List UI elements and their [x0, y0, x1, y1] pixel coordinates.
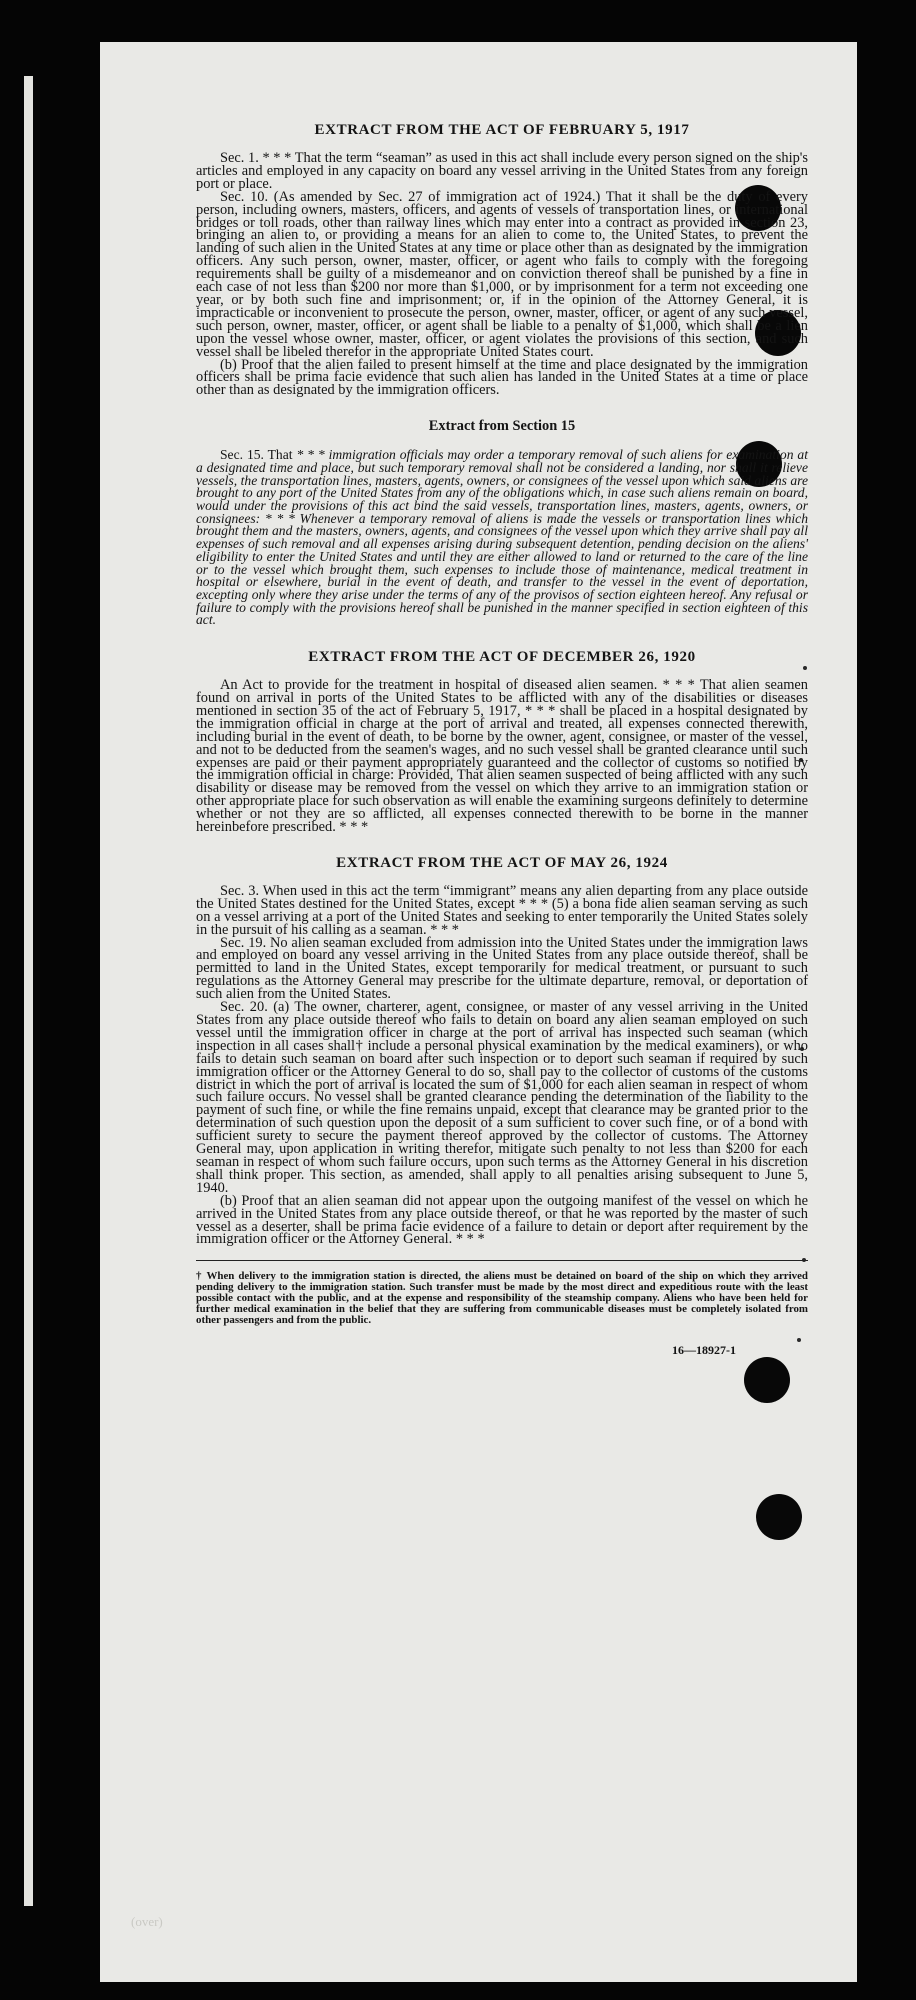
paragraph-1917-proof: (b) Proof that the alien failed to present himself at the time and place designated by the immigration officers shall be prima facie evidence that such alien has landed in the United States at a time or place other than as designated by the immigration officers. — [196, 356, 808, 399]
heading-section-15: Extract from Section 15 — [428, 418, 576, 435]
paragraph-1924-sec-20b: (b) Proof that an alien seaman did not appear upon the outgoing manifest of the vessel on which he arrived in the United States from any place outside thereof, or that he was reported by the master of such vessel as a deserter, shall be prima facie evidence of a failure to detain or deport after requirement by the immigration officer or the Attorney General. * * * — [196, 1192, 808, 1248]
paragraph-1917-sec-10: Sec. 10. (As amended by Sec. 27 of immigration act of 1924.) That it shall be the duty of every person, including owners, masters, officers, and agents of vessels of transportation lines, or international bridges or toll roads, other than railway lines which may enter into a contract as provided in section 23, bringing an alien to, or providing a means for an alien to come to, the United States, to prevent the landing of such alien in the United States at any time or place other than as designated by the immigration officers. Any such person, owner, master, officer, or agent who fails to comply with the foregoing requirements shall be guilty of a misdemeanor and on conviction thereof shall be punished by a fine in each case of not less than $200 nor more than $1,000, or by imprisonment for a term not exceeding one year, or by both such fine and imprisonment; or, if in the opinion of the Attorney General, it is impracticable or inconvenient to prosecute the person, owner, master, officer, or agent of any such vessel, such person, owner, master, officer, or agent shall be liable to a penalty of $1,000, which shall be a lien upon the vessel whose owner, master, officer, or agent violates the provisions of this section, and such vessel shall be libeled therefor in the appropriate United States court. — [196, 188, 808, 360]
paragraph-section-15 — [196, 449, 808, 627]
paragraph-1924-sec-3: Sec. 3. When used in this act the term “immigrant” means any alien departing from any place outside the United States destined for the United States, except * * * (5) a bona fide alien seaman serving as such on a vessel arriving at a port of the United States and seeking to enter temporarily the United States solely in the pursuit of his calling as a seaman. * * * — [196, 882, 808, 938]
paragraph-1924-sec-20a: Sec. 20. (a) The owner, charterer, agent, consignee, or master of any vessel arriving in the United States from any place outside thereof who fails to detain on board any alien seaman employed on such vessel until the immigration officer in charge at the port of arrival has inspected such seaman (which inspection in all cases shall† include a personal physical examination by the medical examiners), or who fails to detain such seaman on board after such inspection or to deport such seaman if required by such immigration officer or the Attorney General to do so, shall pay to the collector of customs of the customs district in which the port of arrival is located the sum of $1,000 for each alien seaman in respect of whom such failure occurs. No vessel shall be granted clearance pending the determination of the liability to the payment of such fine, or while the fine remains unpaid, except that clearance may be granted prior to the determination of such question upon the deposit of a sum sufficient to cover such fine, or of a bond with sufficient surety to secure the payment thereof approved by the collector of customs. The Attorney General may, upon application in writing therefor, mitigate such penalty to not less than $200 for each seaman in respect of whom such failure occurs, upon such terms as the Attorney General in his discretion shall think proper. This section, as amended, shall apply to all penalties arising subsequent to June 5, 1940. — [196, 999, 808, 1196]
heading-act-1924: EXTRACT FROM THE ACT OF MAY 26, 1924 — [336, 854, 668, 871]
document-page — [100, 42, 857, 1982]
over-mark: (over) — [131, 1914, 163, 1929]
punch-hole — [744, 1357, 790, 1403]
form-number: 16—18927-1 — [672, 1343, 736, 1358]
heading-act-1920: EXTRACT FROM THE ACT OF DECEMBER 26, 1920 — [308, 649, 696, 666]
heading-act-1917: EXTRACT FROM THE ACT OF FEBRUARY 5, 1917 — [314, 122, 690, 138]
document-text — [196, 122, 808, 1357]
paragraph-1917-sec-1: Sec. 1. * * * That the term “seaman” as used in this act shall include every person signed on the ship's articles and employed in any capacity on board any vessel arriving in the United States from any foreign port or place. — [196, 150, 808, 192]
paragraph-1924-sec-19: Sec. 19. No alien seaman excluded from admission into the United States under the immigration laws and employed on board any vessel arriving in the United States from any place outside thereof, shall be permitted to land in the United States, except temporarily for medical treatment, or pursuant to such regulations as the Attorney General may prescribe for the ultimate departure, removal, or deportation of such alien from the United States. — [196, 934, 808, 1003]
footnote: † When delivery to the immigration station is directed, the aliens must be detained on board of the ship on which they arrived pending delivery to the immigration station. Such transfer must be made by the most direct and expeditious route with the least possible contact with the public, and at the expense and responsibility of the steamship company. Aliens who have been held for further medical examination in the belief that they are suffering from communicable diseases must be completely isolated from other passengers and from the public. — [196, 1260, 808, 1326]
paragraph-1920: An Act to provide for the treatment in hospital of diseased alien seamen. * * * That alien seamen found on arrival in ports of the United States to be afflicted with any of the disabilities or diseases mentioned in section 35 of the act of February 5, 1917, * * * shall be placed in a hospital designated by the immigration official in charge at the port of arrival and treated, all expenses connected therewith, including burial in the event of death, to be borne by the owner, agent, consignee, or master of the vessel, and not to be deducted from the seamen's wages, and no such vessel shall be granted clearance until such expenses are paid or their payment appropriately guaranteed and the collector of customs so notified by the immigration official in charge: Provided, That alien seamen suspected of being afflicted with any such disability or disease may be removed from the vessel on which they arrive to an immigration station or other appropriate place for such observation as will enable the examining surgeons definitely to determine whether or not they are so afflicted, all expenses connected therewith to be borne in the manner hereinbefore prescribed. * * * — [196, 677, 808, 836]
section-15-label: Sec. 15. That — [220, 447, 293, 463]
scanner-edge-strip — [24, 76, 33, 1906]
section-15-text: * * * immigration officials may order a temporary removal of such aliens for examination at a designated time and place, but such temporary removal shall not be considered a landing, nor shall it relieve vessels, the transportation lines, masters, agents, owners, or consignees of the vessel upon which said aliens are brought to any port of the United States from any of the obligations which, in case such aliens remain on board, would under the provisions of this act bind the said vessels, transportation lines, masters, agents, owners, or consignees: * * * Whenever a temporary removal of aliens is made the vessels or transportation lines which brought them and the masters, owners, agents, and consignees of the vessel upon which they arrive shall pay all expenses of such removal and all expenses arising during subsequent detention, pending decision on the aliens' eligibility to enter the United States and until they are either allowed to land or returned to the care of the line or to the vessel which brought them, such expenses to include those of maintenance, medical treatment in hospital or elsewhere, burial in the event of death, and transfer to the vessel in the event of deportation, excepting only where they arise under the terms of any of the provisos of section eighteen hereof. Any refusal or failure to comply with the provisions hereof shall be punished in the manner specified in section eighteen of this act. — [196, 447, 808, 628]
punch-hole — [756, 1494, 802, 1540]
